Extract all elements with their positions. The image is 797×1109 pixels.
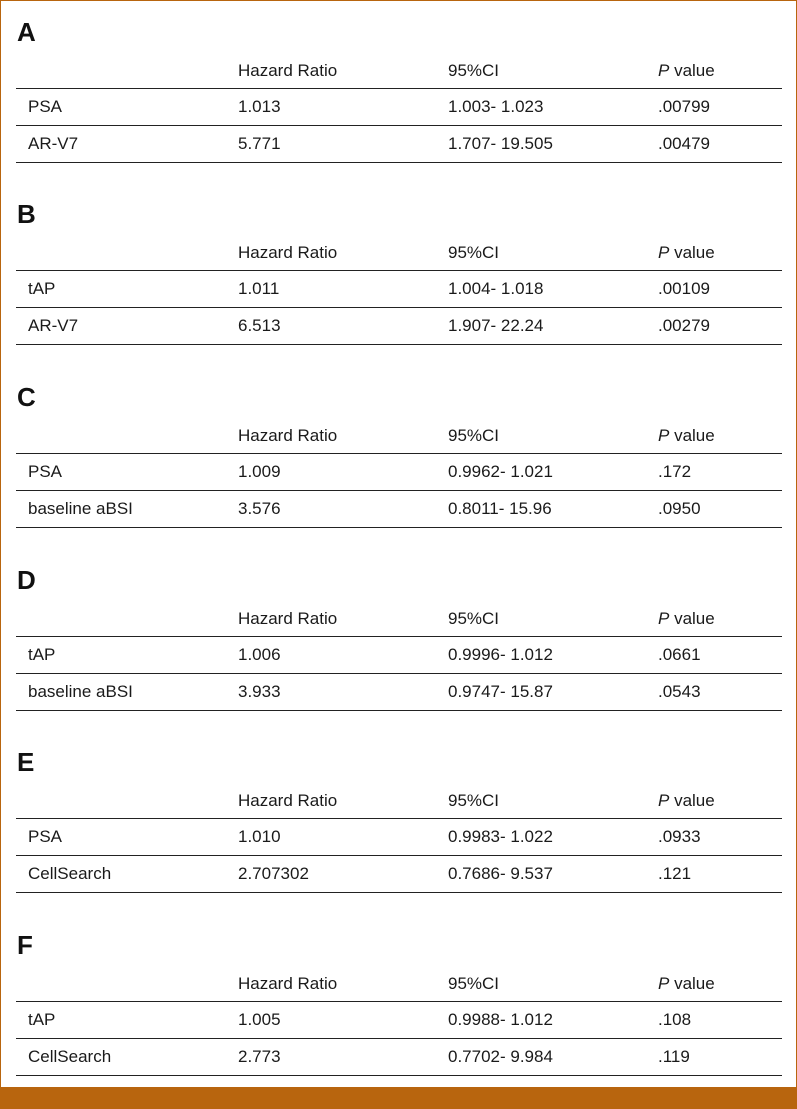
p-cell: .0933	[658, 827, 701, 846]
p-rest: value	[669, 426, 715, 445]
table-header-row	[16, 235, 782, 271]
p-italic: P	[658, 426, 670, 445]
header-ci: 95%CI	[448, 243, 500, 262]
p-rest: value	[669, 791, 715, 810]
table-row	[16, 1002, 782, 1039]
ci-cell: 0.8011- 15.96	[448, 499, 552, 518]
ci-cell: 0.9983- 1.022	[448, 827, 553, 846]
p-cell: .0661	[658, 645, 701, 664]
header-hazard-ratio: Hazard Ratio	[238, 61, 338, 80]
hr-cell: 1.005	[238, 1010, 281, 1029]
header-ci: 95%CI	[448, 61, 500, 80]
hazard-table	[16, 235, 782, 345]
hr-cell: 2.707302	[238, 864, 309, 883]
ci-cell: 0.9962- 1.021	[448, 462, 553, 481]
table-row	[16, 271, 782, 308]
variable-cell: AR-V7	[28, 134, 79, 153]
table-header-row	[16, 53, 782, 89]
hazard-table	[16, 53, 782, 163]
hr-cell: 2.773	[238, 1047, 281, 1066]
hr-cell: 1.013	[238, 97, 281, 116]
variable-cell: AR-V7	[28, 316, 79, 335]
p-italic: P	[658, 243, 670, 262]
p-cell: .108	[658, 1010, 692, 1029]
table-row	[16, 819, 782, 856]
panel-letter: D	[17, 565, 36, 595]
variable-cell: tAP	[28, 279, 56, 298]
p-cell: .121	[658, 864, 692, 883]
table-header-row	[16, 783, 782, 819]
hr-cell: 1.006	[238, 645, 281, 664]
table-header-row	[16, 966, 782, 1002]
hr-cell: 6.513	[238, 316, 281, 335]
ci-cell: 0.7686- 9.537	[448, 864, 553, 883]
p-italic: P	[658, 609, 670, 628]
ci-cell: 0.9747- 15.87	[448, 682, 553, 701]
table-header-row	[16, 418, 782, 454]
p-cell: .00109	[658, 279, 710, 298]
table-row	[16, 637, 782, 674]
ci-cell: 0.7702- 9.984	[448, 1047, 553, 1066]
p-cell: .119	[658, 1047, 690, 1066]
header-hazard-ratio: Hazard Ratio	[238, 243, 338, 262]
variable-cell: tAP	[28, 645, 56, 664]
header-ci: 95%CI	[448, 791, 500, 810]
header-hazard-ratio: Hazard Ratio	[238, 974, 338, 993]
hr-cell: 1.011	[238, 279, 280, 298]
hr-cell: 1.010	[238, 827, 281, 846]
p-cell: .00279	[658, 316, 710, 335]
p-cell: .00799	[658, 97, 710, 116]
ci-cell: 1.707- 19.505	[448, 134, 553, 153]
header-ci: 95%CI	[448, 609, 500, 628]
header-hazard-ratio: Hazard Ratio	[238, 609, 338, 628]
header-ci: 95%CI	[448, 426, 500, 445]
p-italic: P	[658, 791, 670, 810]
table-header-row	[16, 601, 782, 637]
table-row	[16, 308, 782, 345]
p-rest: value	[669, 974, 715, 993]
footer-accent-bar	[1, 1087, 797, 1108]
panel-letter: A	[17, 17, 36, 47]
ci-cell: 1.003- 1.023	[448, 97, 544, 116]
ci-cell: 1.004- 1.018	[448, 279, 544, 298]
p-cell: .172	[658, 462, 692, 481]
variable-cell: baseline aBSI	[28, 499, 133, 518]
hr-cell: 3.933	[238, 682, 281, 701]
hazard-table	[16, 418, 782, 528]
panel-letter: E	[17, 747, 35, 777]
ci-cell: 0.9996- 1.012	[448, 645, 553, 664]
ci-cell: 0.9988- 1.012	[448, 1010, 553, 1029]
p-italic: P	[658, 974, 670, 993]
p-cell: .0543	[658, 682, 701, 701]
header-p-value	[658, 235, 715, 271]
table-row	[16, 89, 782, 126]
table-row	[16, 856, 782, 893]
table-row	[16, 491, 782, 528]
p-italic: P	[658, 61, 670, 80]
p-cell: .00479	[658, 134, 710, 153]
table-row	[16, 454, 782, 491]
ci-cell: 1.907- 22.24	[448, 316, 544, 335]
table-row	[16, 674, 782, 711]
hazard-table	[16, 783, 782, 893]
p-rest: value	[669, 61, 715, 80]
hr-cell: 3.576	[238, 499, 281, 518]
variable-cell: tAP	[28, 1010, 56, 1029]
variable-cell: baseline aBSI	[28, 682, 133, 701]
header-p-value	[658, 966, 715, 1002]
panel-letter: B	[17, 199, 36, 229]
header-hazard-ratio: Hazard Ratio	[238, 426, 338, 445]
header-ci: 95%CI	[448, 974, 500, 993]
hazard-table	[16, 601, 782, 711]
panel-letter: C	[17, 382, 36, 412]
panel-letter: F	[17, 930, 33, 960]
p-cell: .0950	[658, 499, 701, 518]
header-p-value	[658, 783, 715, 819]
header-p-value	[658, 53, 715, 89]
hazard-table	[16, 966, 782, 1076]
table-row	[16, 126, 782, 163]
variable-cell: CellSearch	[28, 1047, 112, 1066]
header-p-value	[658, 418, 715, 454]
variable-cell: PSA	[28, 462, 63, 481]
hr-cell: 5.771	[238, 134, 281, 153]
p-rest: value	[669, 609, 715, 628]
variable-cell: PSA	[28, 97, 63, 116]
variable-cell: PSA	[28, 827, 63, 846]
p-rest: value	[669, 243, 715, 262]
variable-cell: CellSearch	[28, 864, 112, 883]
header-p-value	[658, 601, 715, 637]
header-hazard-ratio: Hazard Ratio	[238, 791, 338, 810]
table-row	[16, 1039, 782, 1076]
hr-cell: 1.009	[238, 462, 281, 481]
